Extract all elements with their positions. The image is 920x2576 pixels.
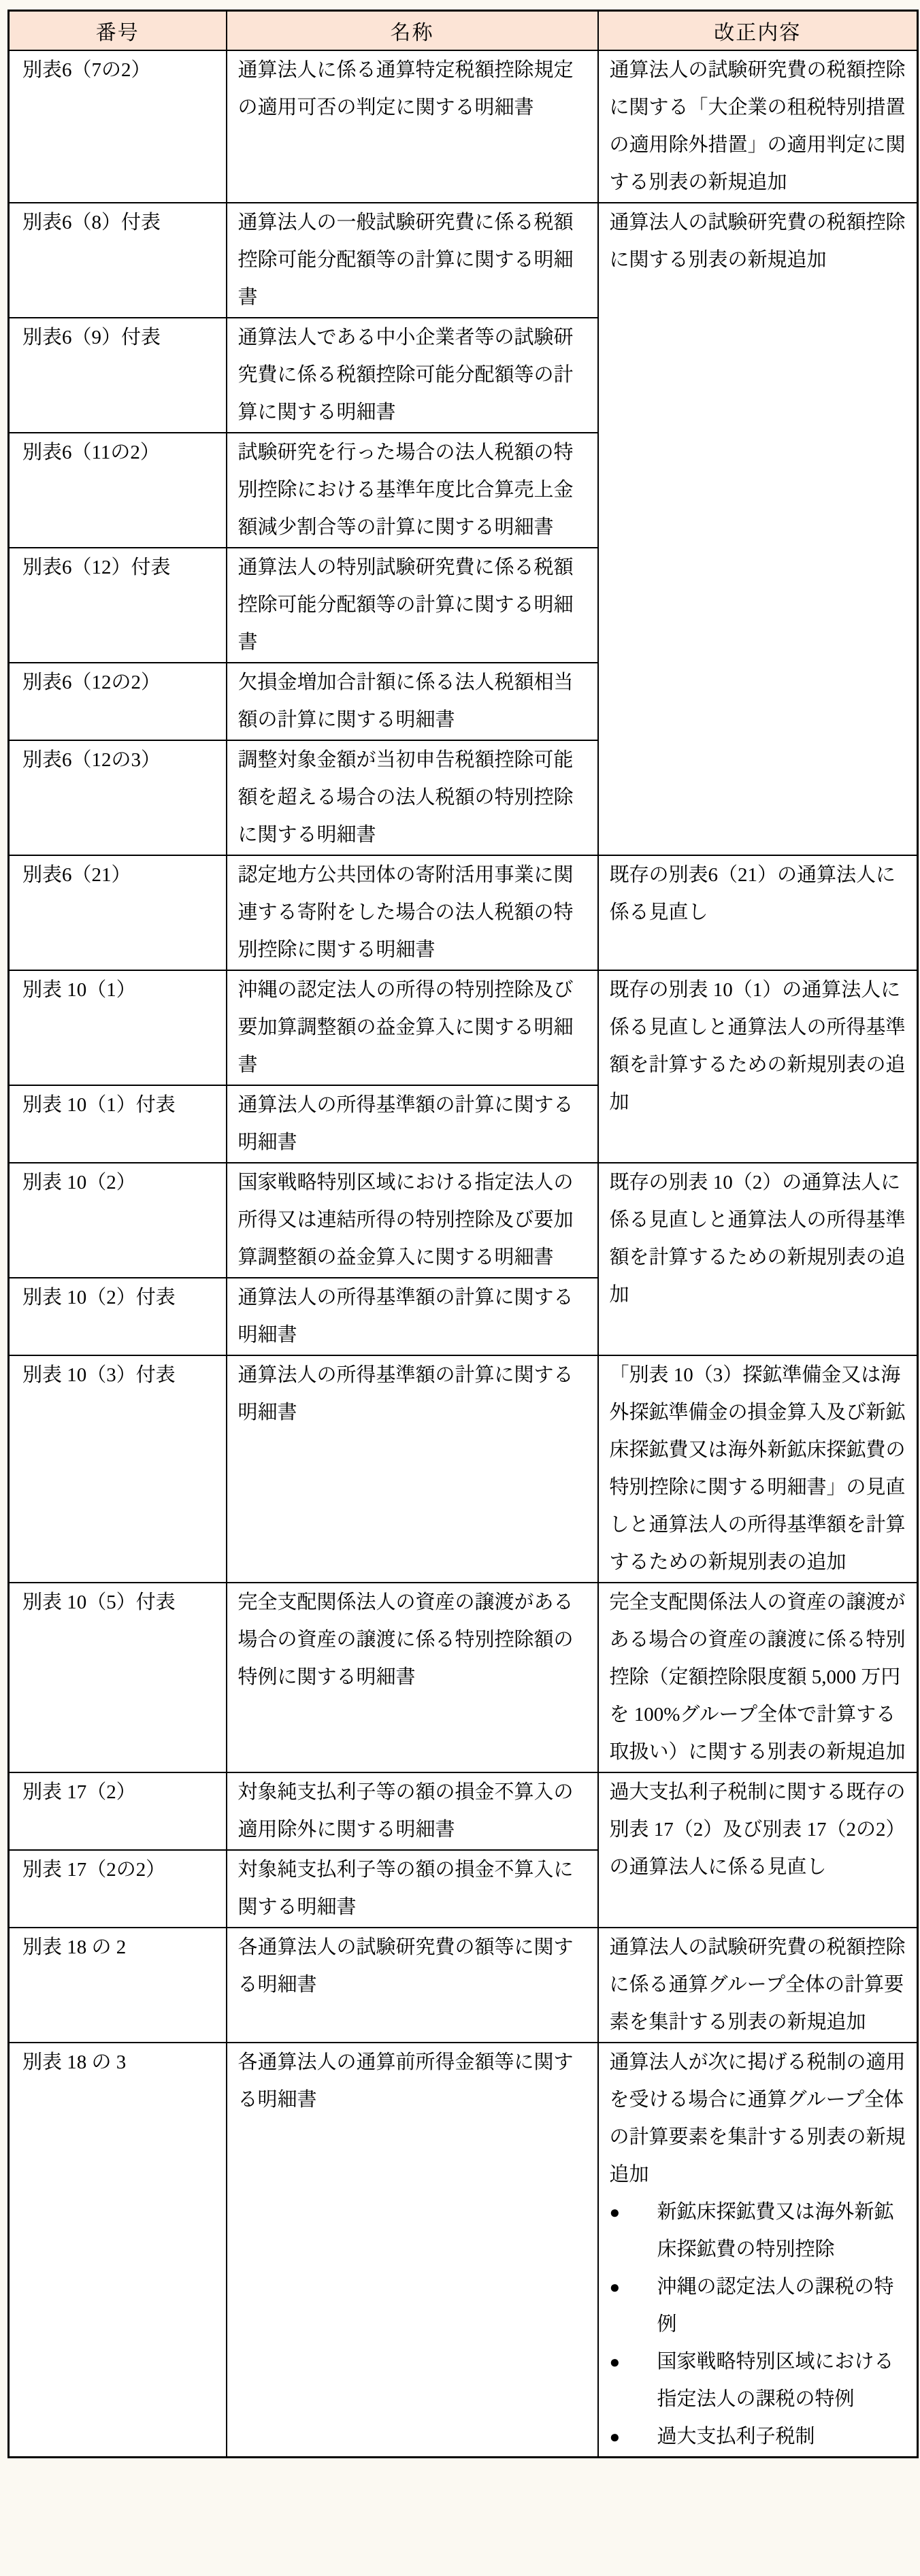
name-cell: 対象純支払利子等の額の損金不算入の適用除外に関する明細書: [227, 1772, 598, 1850]
revision-cell: 通算法人の試験研究費の税額控除に関する「大企業の租税特別措置の適用除外措置」の適用判定に関する別表の新規追加: [598, 50, 918, 203]
name-cell: 欠損金増加合計額に係る法人税額相当額の計算に関する明細書: [227, 663, 598, 740]
table-row: [9, 1928, 918, 2043]
number-cell: 別表6（8）付表: [9, 203, 227, 318]
revision-cell: 「別表 10（3）探鉱準備金又は海外探鉱準備金の損金算入及び新鉱床探鉱費又は海外新鉱床探鉱費の特別控除に関する明細書」の見直しと通算法人の所得基準額を計算するための新規別表の追加: [598, 1355, 918, 1583]
revision-cell-merged: 通算法人の試験研究費の税額控除に関する別表の新規追加: [598, 203, 918, 855]
bullet-icon: ●: [609, 2202, 621, 2222]
number-cell: 別表6（12）付表: [9, 548, 227, 663]
name-cell: 通算法人の所得基準額の計算に関する明細書: [227, 1085, 598, 1163]
name-cell: 各通算法人の通算前所得金額等に関する明細書: [227, 2043, 598, 2458]
name-cell: 通算法人の所得基準額の計算に関する明細書: [227, 1355, 598, 1583]
name-cell: 通算法人の特別試験研究費に係る税額控除可能分配額等の計算に関する明細書: [227, 548, 598, 663]
name-cell: 通算法人の所得基準額の計算に関する明細書: [227, 1278, 598, 1355]
number-cell: 別表 17（2）: [9, 1772, 227, 1850]
revision-cell: [598, 2043, 918, 2458]
table-row: [9, 2043, 918, 2458]
revision-table: [7, 10, 919, 2458]
column-header-number: 番号: [9, 11, 227, 51]
bullet-item: [610, 2194, 908, 2268]
bullet-item: [610, 2343, 908, 2418]
name-cell: 通算法人の一般試験研究費に係る税額控除可能分配額等の計算に関する明細書: [227, 203, 598, 318]
bullet-label: 国家戦略特別区域における指定法人の課税の特例: [657, 2351, 894, 2410]
number-cell: 別表 18 の 2: [9, 1928, 227, 2043]
bullet-label: 新鉱床探鉱費又は海外新鉱床探鉱費の特別控除: [657, 2201, 894, 2260]
number-cell: 別表 10（1）: [9, 970, 227, 1085]
table-row: [9, 970, 918, 1085]
name-cell: 対象純支払利子等の額の損金不算入に関する明細書: [227, 1850, 598, 1928]
name-cell: 調整対象金額が当初申告税額控除可能額を超える場合の法人税額の特別控除に関する明細書: [227, 740, 598, 855]
revision-cell-merged: 既存の別表 10（2）の通算法人に係る見直しと通算法人の所得基準額を計算するための新規別表の追加: [598, 1163, 918, 1355]
number-cell: 別表 10（3）付表: [9, 1355, 227, 1583]
table-header-row: [9, 11, 918, 51]
number-cell: 別表6（21）: [9, 855, 227, 970]
table-row: [9, 1163, 918, 1278]
table-row: [9, 855, 918, 970]
bullet-item: [610, 2418, 908, 2456]
table-row: [9, 203, 918, 318]
bullet-item: [610, 2268, 908, 2343]
name-cell: 沖縄の認定法人の所得の特別控除及び要加算調整額の益金算入に関する明細書: [227, 970, 598, 1085]
name-cell: 認定地方公共団体の寄附活用事業に関連する寄附をした場合の法人税額の特別控除に関する明細書: [227, 855, 598, 970]
revision-cell: 既存の別表6（21）の通算法人に係る見直し: [598, 855, 918, 970]
revision-cell: 通算法人の試験研究費の税額控除に係る通算グループ全体の計算要素を集計する別表の新規追加: [598, 1928, 918, 2043]
revision-cell-merged: 過大支払利子税制に関する既存の別表 17（2）及び別表 17（2の2）の通算法人に係る見直し: [598, 1772, 918, 1928]
revision-cell: 完全支配関係法人の資産の譲渡がある場合の資産の譲渡に係る特別控除（定額控除限度額 5,000 万円を 100%グループ全体で計算する取扱い）に関する別表の新規追加: [598, 1583, 918, 1772]
table-row: [9, 50, 918, 203]
revision-intro: 通算法人が次に掲げる税制の適用を受ける場合に通算グループ全体の計算要素を集計する別表の新規追加: [609, 2051, 906, 2185]
name-cell: 通算法人である中小企業者等の試験研究費に係る税額控除可能分配額等の計算に関する明細書: [227, 318, 598, 433]
bullet-label: 沖縄の認定法人の課税の特例: [657, 2276, 894, 2335]
number-cell: 別表6（12の3）: [9, 740, 227, 855]
number-cell: 別表 18 の 3: [9, 2043, 227, 2458]
name-cell: 通算法人に係る通算特定税額控除規定の適用可否の判定に関する明細書: [227, 50, 598, 203]
number-cell: 別表6（11の2）: [9, 433, 227, 548]
number-cell: 別表 10（2）: [9, 1163, 227, 1278]
bullet-icon: ●: [609, 2427, 621, 2447]
column-header-name: 名称: [227, 11, 598, 51]
name-cell: 試験研究を行った場合の法人税額の特別控除における基準年度比合算売上金額減少割合等の計算に関する明細書: [227, 433, 598, 548]
number-cell: 別表 17（2の2）: [9, 1850, 227, 1928]
number-cell: 別表 10（1）付表: [9, 1085, 227, 1163]
bullet-icon: ●: [609, 2277, 621, 2297]
table-row: [9, 1772, 918, 1850]
table-row: [9, 1583, 918, 1772]
name-cell: 国家戦略特別区域における指定法人の所得又は連結所得の特別控除及び要加算調整額の益金算入に関する明細書: [227, 1163, 598, 1278]
number-cell: 別表6（12の2）: [9, 663, 227, 740]
name-cell: 各通算法人の試験研究費の額等に関する明細書: [227, 1928, 598, 2043]
number-cell: 別表 10（2）付表: [9, 1278, 227, 1355]
number-cell: 別表 10（5）付表: [9, 1583, 227, 1772]
table-row: [9, 1355, 918, 1583]
number-cell: 別表6（7の2）: [9, 50, 227, 203]
name-cell: 完全支配関係法人の資産の譲渡がある場合の資産の譲渡に係る特別控除額の特例に関する明細書: [227, 1583, 598, 1772]
number-cell: 別表6（9）付表: [9, 318, 227, 433]
bullet-label: 過大支払利子税制: [657, 2426, 815, 2447]
bullet-icon: ●: [609, 2352, 621, 2372]
revision-cell-merged: 既存の別表 10（1）の通算法人に係る見直しと通算法人の所得基準額を計算するための新規別表の追加: [598, 970, 918, 1163]
column-header-revision: 改正内容: [598, 11, 918, 51]
